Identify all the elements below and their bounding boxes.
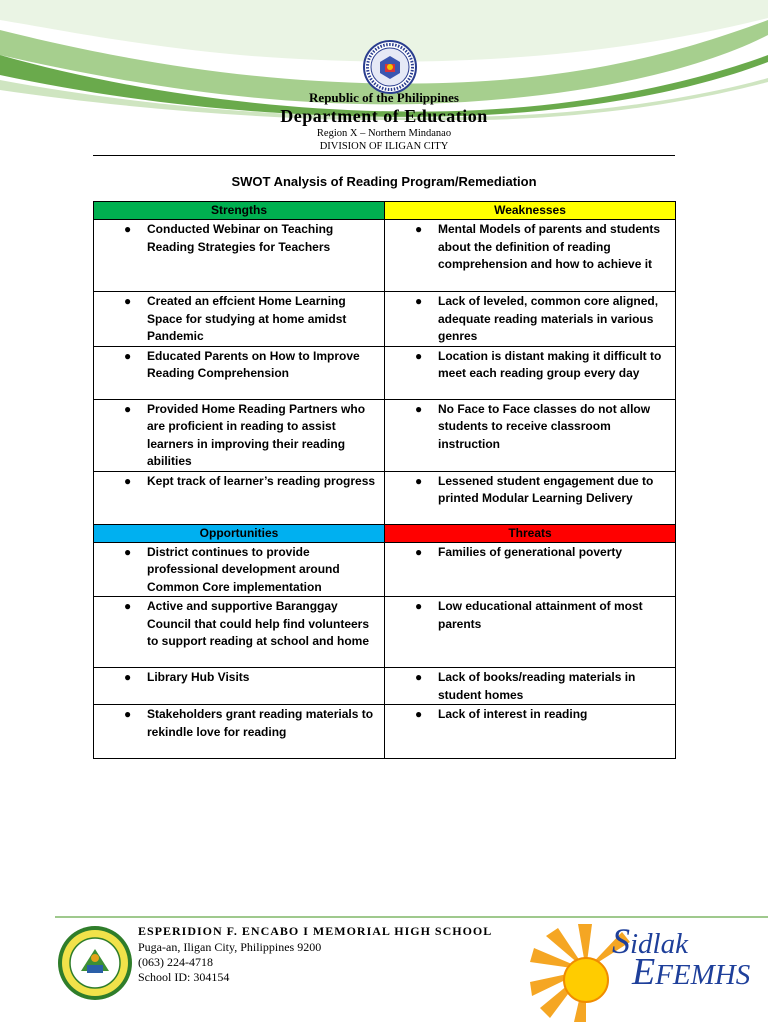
threat-item: ● Lack of books/reading materials in student homes xyxy=(415,670,636,702)
bullet-icon: ● xyxy=(124,222,132,236)
weakness-item: ● No Face to Face classes do not allow students to receive classroom instruction xyxy=(415,401,651,451)
threat-item: ● Low educational attainment of most parents xyxy=(415,599,643,631)
deped-seal-logo xyxy=(363,40,417,94)
region-text: Region X – Northern Mindanao xyxy=(316,128,452,139)
table-row xyxy=(94,292,676,347)
department-heading: Department of Education xyxy=(280,106,488,126)
strength-item: ● Educated Parents on How to Improve Reading Comprehension xyxy=(124,348,360,380)
bullet-icon: ● xyxy=(415,670,423,684)
table-row xyxy=(94,471,676,524)
weakness-item: ● Mental Models of parents and students about the definition of reading comprehension and how to achieve it xyxy=(415,222,661,271)
bullet-icon: ● xyxy=(124,707,132,721)
bullet-icon: ● xyxy=(415,599,423,613)
header-divider xyxy=(93,155,675,156)
division-text: DIVISION OF ILIGAN CITY xyxy=(319,141,449,152)
footer-divider xyxy=(55,916,768,918)
weaknesses-header: Weaknesses xyxy=(385,202,676,220)
school-phone: (063) 224-4718 xyxy=(138,955,213,969)
strength-item: ● Kept track of learner’s reading progress xyxy=(94,472,384,491)
sw-header-row xyxy=(94,202,676,220)
bullet-icon: ● xyxy=(124,294,132,308)
sidlak-brand-text: Sidlak xyxy=(612,921,688,961)
bullet-icon: ● xyxy=(415,348,423,363)
efemhs-brand-text: EFEMHS xyxy=(632,951,751,993)
bullet-icon: ● xyxy=(124,348,132,363)
strengths-header: Strengths xyxy=(94,202,385,220)
strength-item: ● Provided Home Reading Partners who are proficient in reading to assist learners in improving their reading abilities xyxy=(124,401,366,468)
bullet-icon: ● xyxy=(415,707,423,721)
table-row xyxy=(94,220,676,292)
document-title: SWOT Analysis of Reading Program/Remediation xyxy=(231,174,537,189)
opportunity-item: ● Stakeholders grant reading materials to rekindle love for reading xyxy=(124,707,374,739)
ot-header-row xyxy=(94,524,676,542)
swot-table xyxy=(93,201,676,759)
republic-heading: Republic of the Philippines xyxy=(309,90,459,105)
bullet-icon: ● xyxy=(415,294,423,308)
bullet-icon: ● xyxy=(415,544,423,559)
bullet-icon: ● xyxy=(415,473,423,488)
bullet-icon: ● xyxy=(124,401,132,416)
strength-item: ● Created an effcient Home Learning Space for studying at home amidst Pandemic xyxy=(124,294,347,343)
table-row xyxy=(94,597,676,668)
bullet-icon: ● xyxy=(124,473,132,488)
bullet-icon: ● xyxy=(415,401,423,416)
threats-header: Threats xyxy=(385,524,676,542)
opportunity-item: ● Library Hub Visits xyxy=(94,668,384,687)
weakness-item: ● Location is distant making it difficult to meet each reading group every day xyxy=(415,348,662,380)
opportunity-item: ● District continues to provide professional development around Common Core implementation xyxy=(124,544,340,594)
opportunity-item: ● Active and supportive Baranggay Council that could help find volunteers to support reading at school and home xyxy=(124,599,370,648)
table-row xyxy=(94,542,676,597)
bullet-icon: ● xyxy=(124,670,132,684)
strength-item: ● Conducted Webinar on Teaching Reading Strategies for Teachers xyxy=(124,222,334,254)
table-row xyxy=(94,399,676,471)
bullet-icon: ● xyxy=(124,599,132,613)
school-seal-logo xyxy=(57,925,133,1001)
bullet-icon: ● xyxy=(415,222,423,236)
weakness-item: ● Lessened student engagement due to printed Modular Learning Delivery xyxy=(415,473,654,505)
table-row xyxy=(94,668,676,705)
bullet-icon: ● xyxy=(124,544,132,559)
opportunities-header: Opportunities xyxy=(94,524,385,542)
threat-item: ● Lack of interest in reading xyxy=(385,705,675,724)
table-row xyxy=(94,705,676,759)
table-row xyxy=(94,346,676,399)
school-id: School ID: 304154 xyxy=(138,970,230,984)
school-address: Puga-an, Iligan City, Philippines 9200 xyxy=(138,940,322,954)
threat-item: ● Families of generational poverty xyxy=(385,543,675,562)
school-name: ESPERIDION F. ENCABO I MEMORIAL HIGH SCHOOL xyxy=(138,924,493,938)
weakness-item: ● Lack of leveled, common core aligned, adequate reading materials in various genres xyxy=(415,294,659,343)
